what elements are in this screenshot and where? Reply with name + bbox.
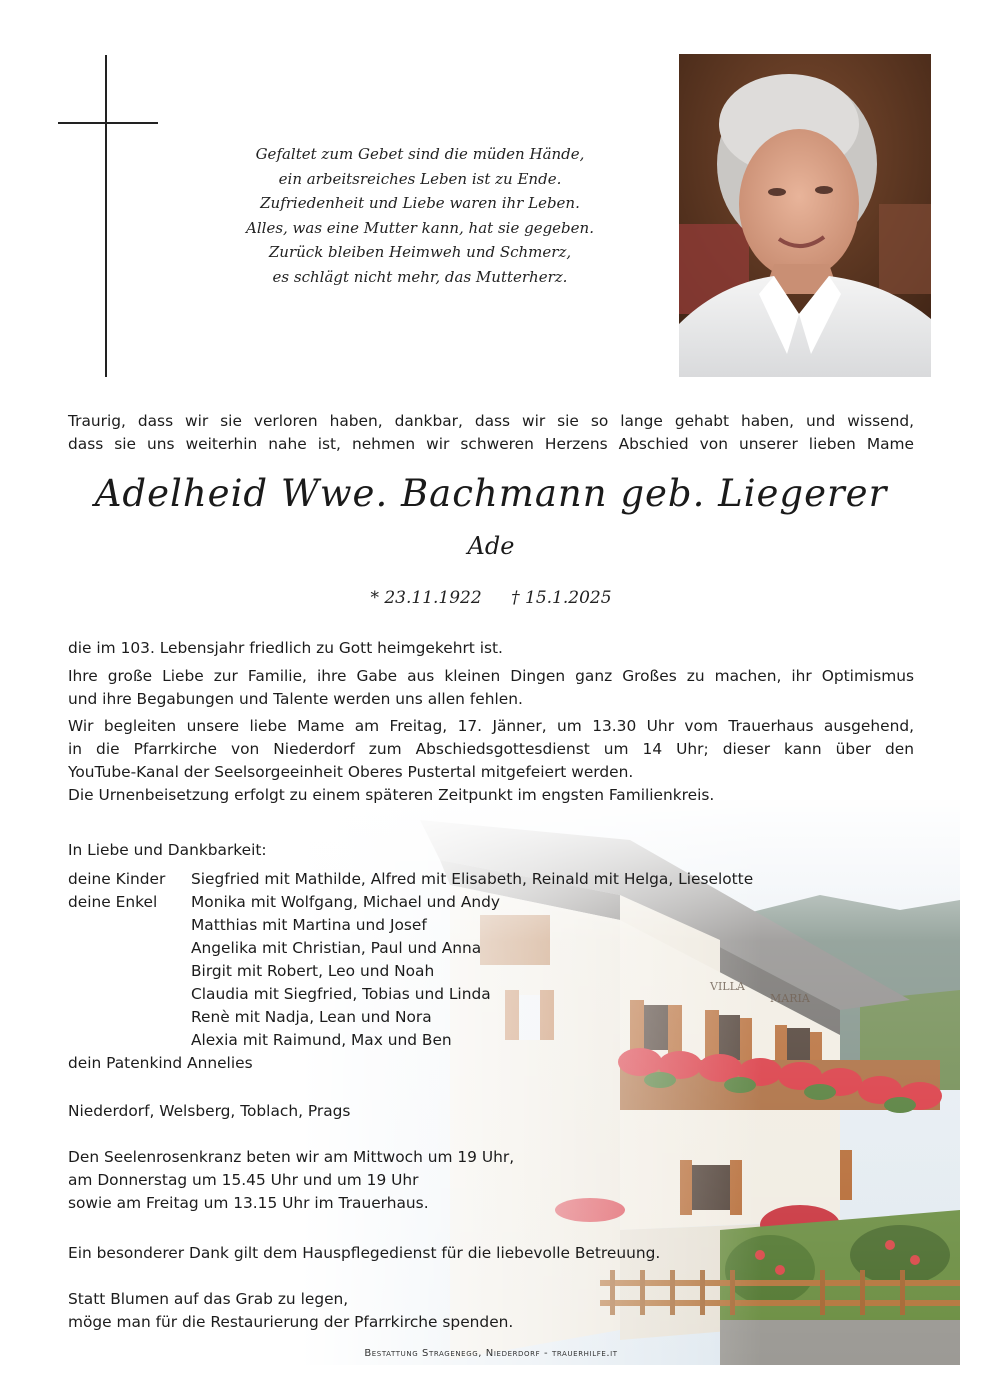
- cross-icon-horizontal: [58, 122, 158, 124]
- rosary-line: Den Seelenrosenkranz beten wir am Mittwoch um 19 Uhr,: [68, 1148, 515, 1166]
- funeral-line: YouTube-Kanal der Seelsorgeeinheit Oberes Pustertal mitgefeiert werden.: [68, 763, 634, 781]
- funeral-paragraph: [68, 715, 914, 807]
- rosary-line: am Donnerstag um 15.45 Uhr und um 19 Uhr: [68, 1171, 419, 1189]
- memorial-poem: [200, 142, 640, 289]
- thanks-line: Ein besonderer Dank gilt dem Hauspflegedienst für die liebevolle Betreuung.: [68, 1244, 661, 1262]
- intro-line: dass sie uns weiterhin nahe ist, nehmen wir schweren Herzens Abschied von unserer lieben Mame: [68, 435, 914, 453]
- poem-line: Alles, was eine Mutter kann, hat sie gegeben.: [246, 218, 594, 237]
- funeral-home-footer: Bestattung Stragenegg, Niederdorf - trauerhilfe.it: [364, 1348, 618, 1359]
- children-row: [68, 868, 753, 891]
- grandchild-line: Monika mit Wolfgang, Michael und Andy: [191, 893, 500, 911]
- grandchild-line: Birgit mit Robert, Leo und Noah: [191, 962, 435, 980]
- family-heading: In Liebe und Dankbarkeit:: [68, 841, 267, 859]
- children-names: Siegfried mit Mathilde, Alfred mit Elisabeth, Reinald mit Helga, Lieselotte: [191, 870, 754, 888]
- tribute-line: Ihre große Liebe zur Familie, ihre Gabe aus kleinen Dingen ganz Großes zu machen, ihr Optimismus: [68, 667, 914, 685]
- poem-line: Gefaltet zum Gebet sind die müden Hände,: [255, 145, 585, 163]
- rosary-paragraph: [68, 1146, 914, 1215]
- godchild-line: dein Patenkind Annelies: [68, 1054, 253, 1072]
- cross-icon-vertical: [105, 55, 107, 377]
- poem-line: ein arbeitsreiches Leben ist zu Ende.: [278, 169, 562, 188]
- death-date: † 15.1.2025: [511, 588, 612, 608]
- poem-line: es schlägt nicht mehr, das Mutterherz.: [272, 267, 568, 286]
- poem-line: Zurück bleiben Heimweh und Schmerz,: [268, 243, 572, 261]
- tribute-line: und ihre Begabungen und Talente werden uns allen fehlen.: [68, 690, 523, 708]
- flowers-line: Statt Blumen auf das Grab zu legen,: [68, 1290, 349, 1308]
- grandchild-line: Claudia mit Siegfried, Tobias und Linda: [191, 985, 491, 1003]
- grandchildren-row: [68, 891, 500, 914]
- intro-line: Traurig, dass wir sie verloren haben, dankbar, dass wir sie so lange gehabt haben, und wissend,: [68, 412, 914, 430]
- grandchild-line: Renè mit Nadja, Lean und Nora: [191, 1008, 432, 1026]
- grandchild-line: Angelika mit Christian, Paul und Anna: [191, 939, 482, 957]
- birth-date: * 23.11.1922: [370, 588, 482, 608]
- deceased-nickname: Ade: [467, 532, 515, 560]
- flowers-line: möge man für die Restaurierung der Pfarrkirche spenden.: [68, 1313, 514, 1331]
- intro-text: [68, 410, 914, 456]
- deceased-name: Adelheid Wwe. Bachmann geb. Liegerer: [94, 472, 888, 515]
- tribute-paragraph: [68, 665, 914, 711]
- funeral-line: Wir begleiten unsere liebe Mame am Freitag, 17. Jänner, um 13.30 Uhr vom Trauerhaus ausgehend,: [68, 717, 914, 735]
- funeral-line: Die Urnenbeisetzung erfolgt zu einem späteren Zeitpunkt im engsten Familienkreis.: [68, 786, 715, 804]
- poem-line: Zufriedenheit und Liebe waren ihr Leben.: [260, 194, 580, 212]
- children-label: deine Kinder: [68, 870, 166, 888]
- places-line: Niederdorf, Welsberg, Toblach, Prags: [68, 1102, 351, 1120]
- portrait-photo: [679, 54, 931, 377]
- flowers-paragraph: [68, 1288, 914, 1334]
- funeral-line: in die Pfarrkirche von Niederdorf zum Abschiedsgottesdienst um 14 Uhr; dieser kann über den: [68, 740, 914, 758]
- rosary-line: sowie am Freitag um 13.15 Uhr im Trauerhaus.: [68, 1194, 429, 1212]
- life-dates: [0, 588, 982, 608]
- grandchild-line: Alexia mit Raimund, Max und Ben: [191, 1031, 452, 1049]
- age-text: die im 103. Lebensjahr friedlich zu Gott heimgekehrt ist.: [68, 639, 503, 657]
- grandchild-line: Matthias mit Martina und Josef: [191, 916, 427, 934]
- grandchildren-label: deine Enkel: [68, 893, 158, 911]
